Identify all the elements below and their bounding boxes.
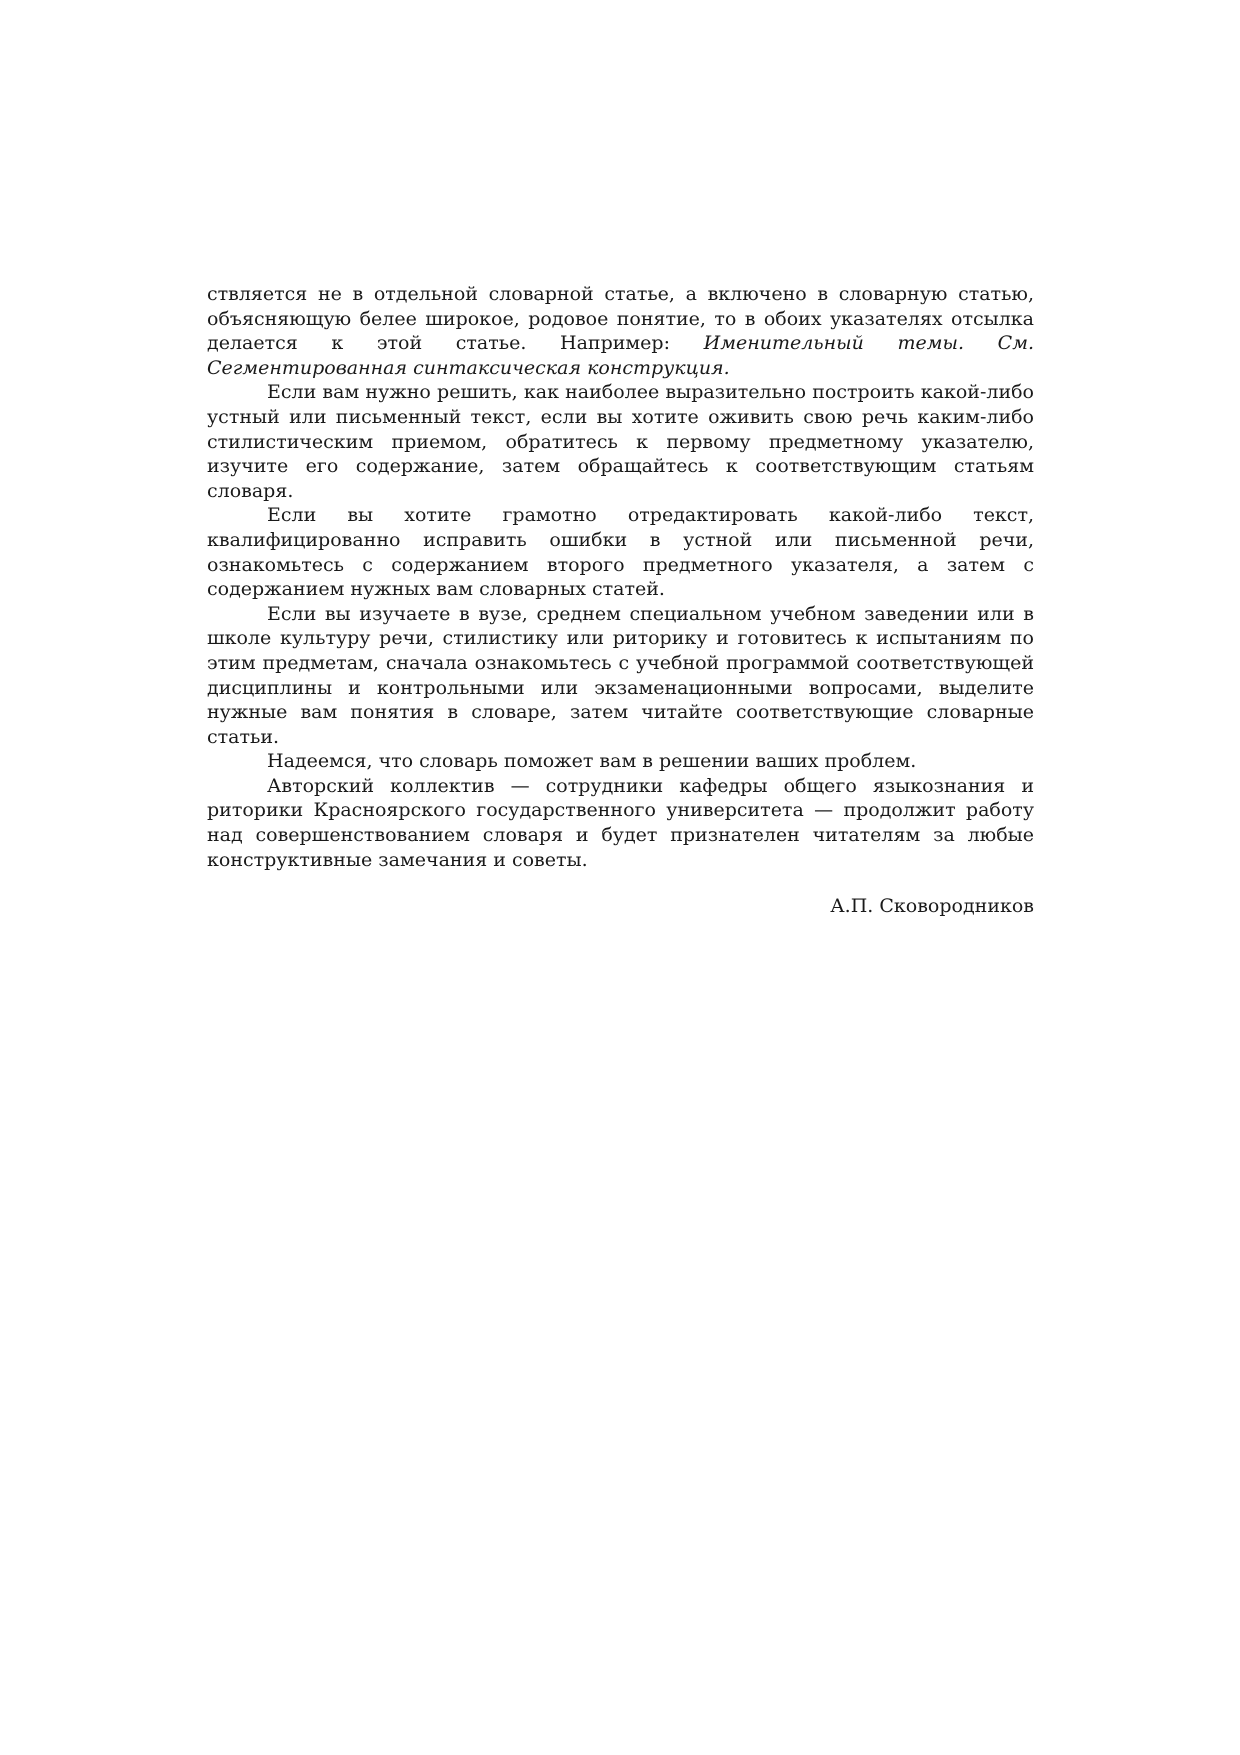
paragraph-text: ствляется не в отдельной словарной статье, а включено в словарную статью, объясняющую белее широкое, родовое понятие, то в обоих указателях отсылка делается к этой статье. Например: xyxy=(207,283,1034,355)
example-italic: Именительный темы. См. Сегментированная синтаксическая конструкция. xyxy=(207,332,1034,379)
paragraph: Если вы изучаете в вузе, среднем специальном учебном заведении или в школе культуру речи, стилистику или риторику и готовитесь к испытаниям по этим предметам, сначала ознакомьтесь с учебной программой соответствующей дисциплины и контрольными или экзаменационными вопросами, выделите нужные вам понятия в словаре, затем читайте соответствующие словарные статьи. xyxy=(207,602,1034,748)
paragraph xyxy=(207,282,1034,380)
paragraph: Надеемся, что словарь поможет вам в решении ваших проблем. xyxy=(267,750,917,773)
paragraph: Авторский коллектив — сотрудники кафедры общего языкознания и риторики Красноярского государственного университета — продолжит работу над совершенствованием словаря и будет признателен читателям за любые конструктивные замечания и советы. xyxy=(207,774,1034,871)
author-signature: А.П. Сковородников xyxy=(830,895,1034,918)
body-text xyxy=(207,282,1034,919)
paragraph: Если вы хотите грамотно отредактировать какой-либо текст, квалифицированно исправить ошибки в устной или письменной речи, ознакомьтесь с содержанием второго предметного указателя, а затем с содержанием нужных вам словарных статей. xyxy=(207,504,1034,601)
paragraph: Если вам нужно решить, как наиболее выразительно построить какой-либо устный или письменный текст, если вы хотите оживить свою речь каким-либо стилистическим приемом, обратитесь к первому предметному указателю, изучите его содержание, затем обращайтесь к соответствующим статьям словаря. xyxy=(207,381,1034,502)
